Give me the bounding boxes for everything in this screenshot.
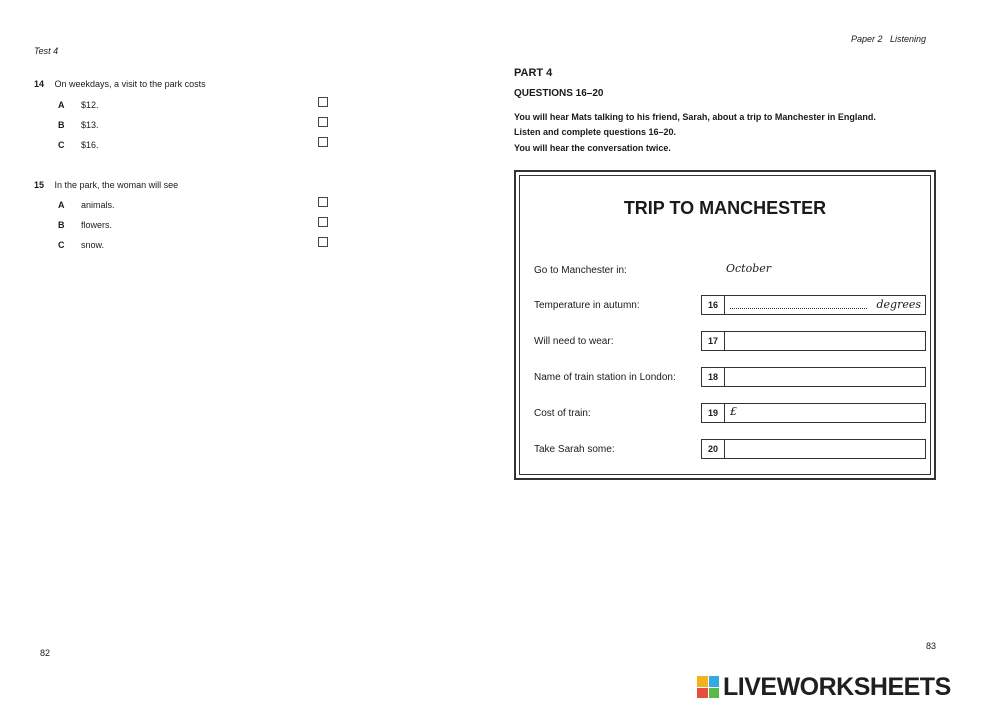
option-letter-15b: B (58, 220, 65, 230)
logo-square-1 (697, 676, 708, 687)
answer-prefix-19: £ (730, 405, 737, 418)
liveworksheets-logo (697, 673, 951, 701)
answer-number-16: 16 (702, 296, 725, 314)
option-letter-15c: C (58, 240, 65, 250)
form-title: TRIP TO MANCHESTER (623, 198, 827, 218)
question-number: 14 (34, 79, 45, 89)
option-text-14c: $16. (81, 140, 99, 150)
answer-number-20: 20 (702, 440, 725, 458)
logo-text: LIVEWORKSHEETS (723, 672, 951, 701)
answer-box-17[interactable] (701, 331, 926, 351)
row-label-19: Cost of train: (534, 408, 591, 419)
option-text-15a: animals. (81, 200, 115, 210)
questions-range: QUESTIONS 16–20 (514, 88, 604, 99)
checkbox-14c[interactable] (318, 137, 328, 147)
instruction-line-2: Listen and complete questions 16–20. (514, 127, 677, 137)
trip-form-inner (519, 175, 931, 475)
left-page-number: 82 (40, 648, 51, 658)
option-letter-14b: B (58, 120, 65, 130)
row-label-17: Will need to wear: (534, 336, 614, 347)
question-14 (34, 79, 206, 89)
logo-square-2 (709, 676, 720, 687)
question-text: In the park, the woman will see (54, 180, 179, 190)
question-number: 15 (34, 180, 45, 190)
answer-number-17: 17 (702, 332, 725, 350)
checkbox-14b[interactable] (318, 117, 328, 127)
option-text-15b: flowers. (81, 220, 113, 230)
checkbox-15b[interactable] (318, 217, 328, 227)
option-text-14b: $13. (81, 120, 99, 130)
trip-form (514, 170, 936, 480)
row-label-16: Temperature in autumn: (534, 300, 640, 311)
example-label: Go to Manchester in: (534, 265, 627, 276)
option-letter-14c: C (58, 140, 65, 150)
checkbox-15c[interactable] (318, 237, 328, 247)
option-text-14a: $12. (81, 100, 99, 110)
left-page-header: Test 4 (34, 46, 59, 56)
logo-square-3 (697, 688, 708, 699)
row-label-20: Take Sarah some: (534, 444, 615, 455)
answer-box-19[interactable] (701, 403, 926, 423)
answer-number-19: 19 (702, 404, 725, 422)
checkbox-14a[interactable] (318, 97, 328, 107)
instruction-line-3: You will hear the conversation twice. (514, 143, 671, 153)
answer-box-16[interactable] (701, 295, 926, 315)
answer-number-18: 18 (702, 368, 725, 386)
question-15 (34, 180, 178, 190)
part-heading: PART 4 (514, 67, 553, 79)
option-text-15c: snow. (81, 240, 105, 250)
answer-dotted-line-16 (730, 308, 867, 309)
instruction-line-1: You will hear Mats talking to his friend, Sarah, about a trip to Manchester in England. (514, 112, 876, 122)
right-page-header: Paper 2 Listening (851, 34, 927, 44)
answer-suffix-16: degrees (876, 298, 921, 311)
liveworksheets-logo-icon (697, 676, 719, 698)
answer-box-20[interactable] (701, 439, 926, 459)
option-letter-15a: A (58, 200, 65, 210)
checkbox-15a[interactable] (318, 197, 328, 207)
question-text: On weekdays, a visit to the park costs (54, 79, 206, 89)
row-label-18: Name of train station in London: (534, 372, 676, 383)
option-letter-14a: A (58, 100, 65, 110)
right-page-number: 83 (926, 641, 937, 651)
example-answer: October (726, 262, 772, 275)
answer-box-18[interactable] (701, 367, 926, 387)
logo-square-4 (709, 688, 720, 699)
